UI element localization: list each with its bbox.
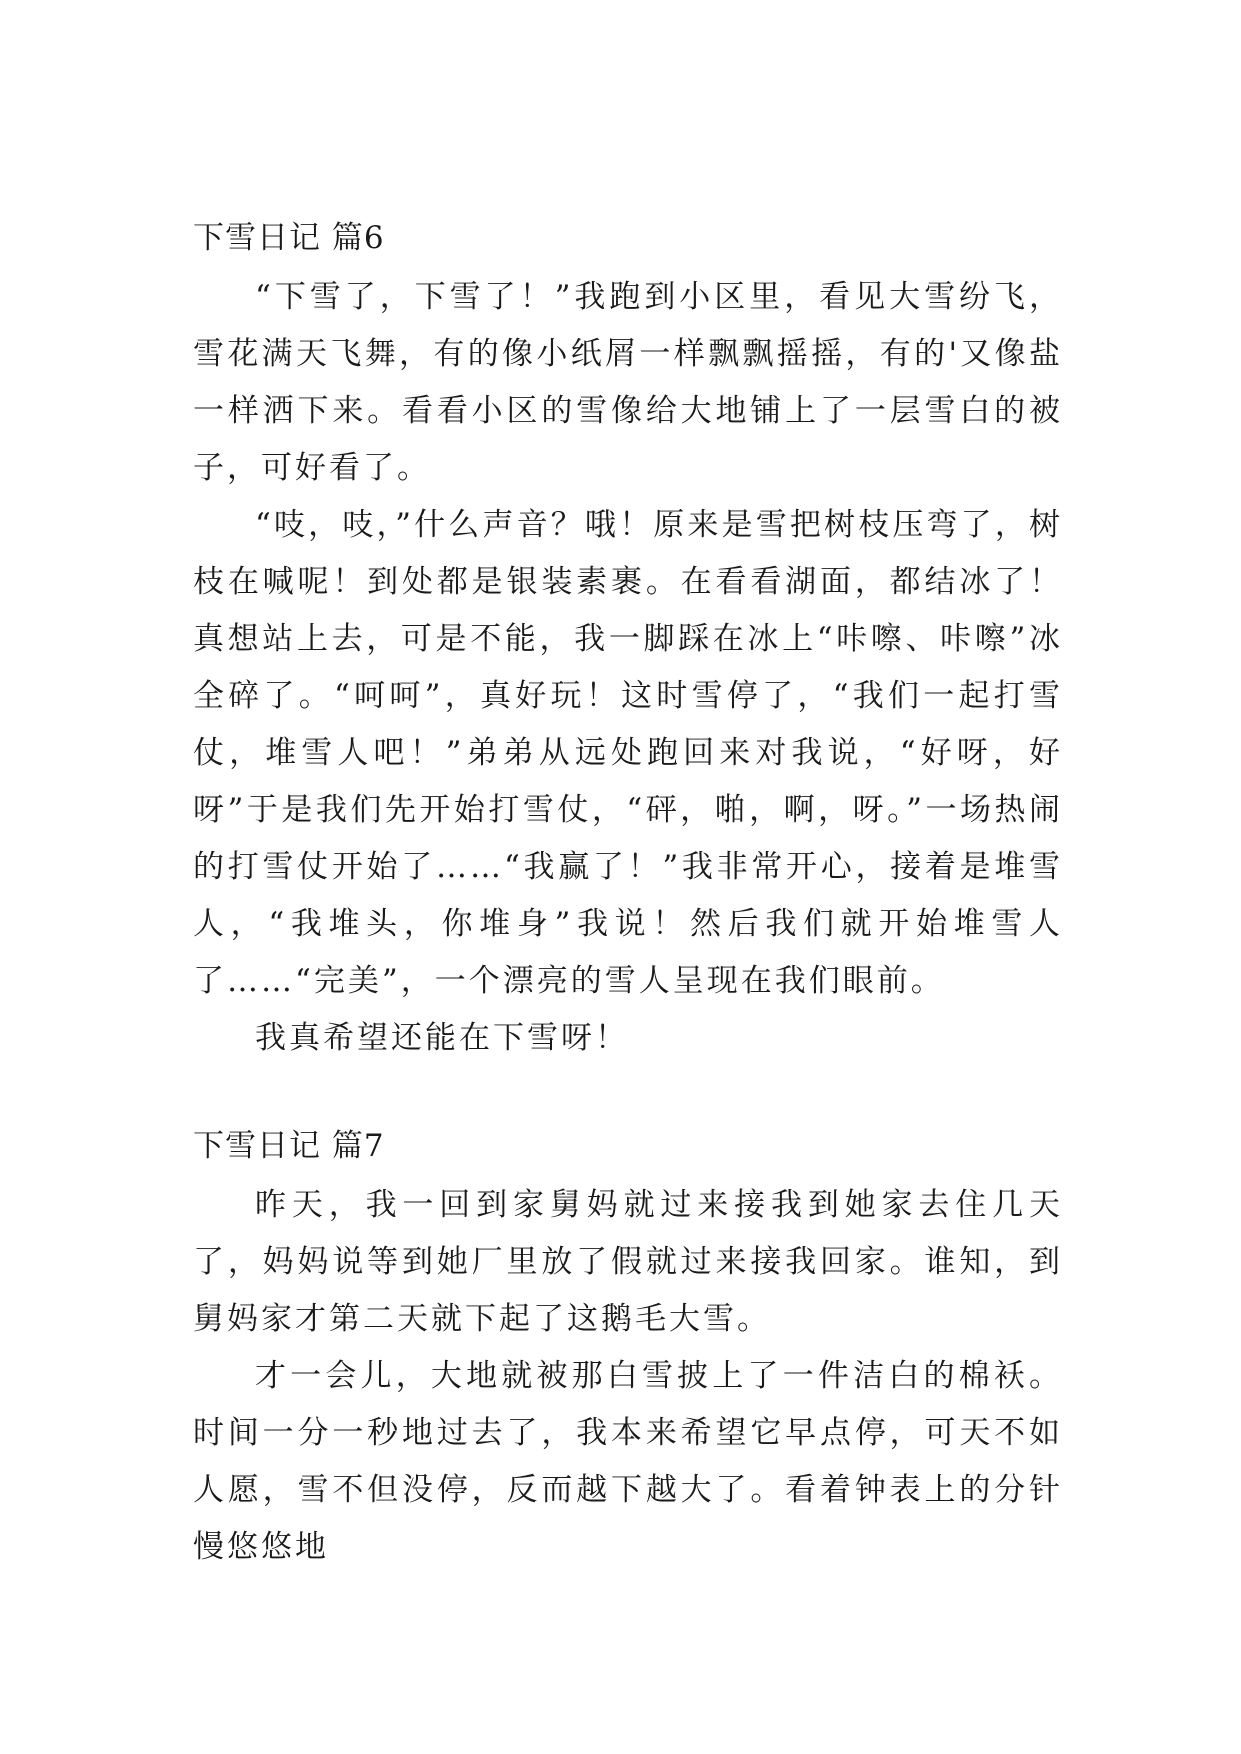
diary-section-6 (193, 215, 1063, 1067)
document-page (193, 215, 1063, 1576)
paragraph: “吱，吱，”什么声音？哦！原来是雪把树枝压弯了，树枝在喊呢！到处都是银装素裹。在看看湖面，都结冰了！真想站上去，可是不能，我一脚踩在冰上“咔嚓、咔嚓”冰全碎了。“呵呵”，真好玩！这时雪停了，“我们一起打雪仗，堆雪人吧！”弟弟从远处跑回来对我说，“好呀，好呀”于是我们先开始打雪仗，“砰，啪，啊，呀。”一场热闹的打雪仗开始了……“我赢了！”我非常开心，接着是堆雪人，“我堆头，你堆身”我说！然后我们就开始堆雪人了……“完美”，一个漂亮的雪人呈现在我们眼前。 (193, 507, 1063, 999)
section-heading: 下雪日记 篇7 (193, 1128, 385, 1164)
paragraph: “下雪了，下雪了！”我跑到小区里，看见大雪纷飞，雪花满天飞舞，有的像小纸屑一样飘飘摇摇，有的'又像盐一样洒下来。看看小区的雪像给大地铺上了一层雪白的被子，可好看了。 (193, 279, 1063, 486)
paragraph: 我真希望还能在下雪呀！ (255, 1020, 629, 1056)
paragraph: 昨天，我一回到家舅妈就过来接我到她家去住几天了，妈妈说等到她厂里放了假就过来接我回家。谁知，到舅妈家才第二天就下起了这鹅毛大雪。 (193, 1187, 1063, 1337)
diary-section-7 (193, 1123, 1063, 1576)
paragraph: 才一会儿，大地就被那白雪披上了一件洁白的棉袄。时间一分一秒地过去了，我本来希望它早点停，可天不如人愿，雪不但没停，反而越下越大了。看着钟表上的分针慢悠悠地 (193, 1358, 1063, 1565)
section-heading: 下雪日记 篇6 (193, 220, 385, 256)
